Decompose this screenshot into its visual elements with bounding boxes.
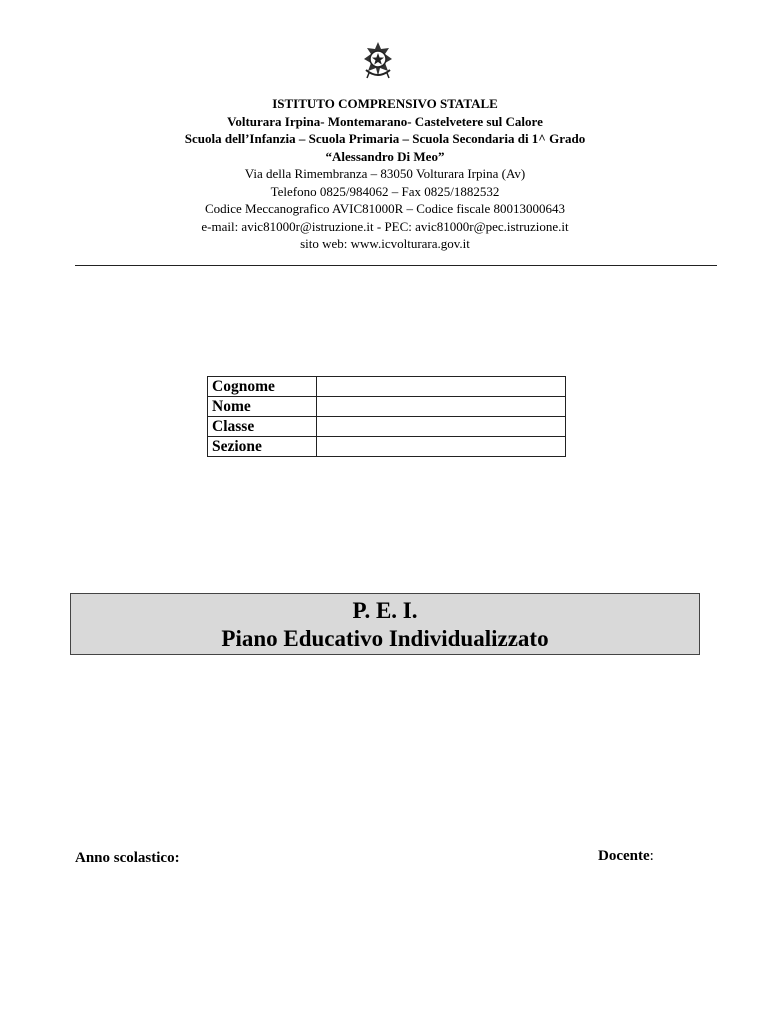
pei-title: P. E. I. (352, 598, 418, 623)
docente-label: Docente (598, 848, 650, 864)
docente-colon: : (649, 848, 654, 864)
school-header (0, 95, 770, 253)
institute-dedication: “Alessandro Di Meo” (325, 148, 445, 164)
docente-field (598, 848, 654, 865)
institute-name: ISTITUTO COMPRENSIVO STATALE (272, 96, 498, 111)
institute-email: e-mail: avic81000r@istruzione.it - PEC: avic81000r@pec.istruzione.it (201, 218, 569, 234)
institute-codes: Codice Meccanografico AVIC81000R – Codice fiscale 80013000643 (204, 201, 566, 216)
sezione-field[interactable] (317, 437, 566, 457)
anno-scolastico-label: Anno scolastico: (75, 850, 180, 866)
cognome-label: Cognome (208, 377, 317, 397)
table-row (208, 377, 566, 397)
nome-label: Nome (208, 397, 317, 417)
table-row (208, 417, 566, 437)
italian-republic-emblem-icon (361, 40, 395, 80)
table-row (208, 437, 566, 457)
student-info-table (207, 376, 566, 457)
classe-field[interactable] (317, 417, 566, 437)
pei-subtitle: Piano Educativo Individualizzato (221, 626, 549, 651)
institute-phone: Telefono 0825/984062 – Fax 0825/1882532 (270, 183, 500, 199)
institute-schools: Scuola dell’Infanzia – Scuola Primaria – Scuola Secondaria di 1^ Grado (184, 131, 586, 146)
institute-website: sito web: www.icvolturara.gov.it (300, 236, 470, 251)
classe-label: Classe (208, 417, 317, 437)
nome-field[interactable] (317, 397, 566, 417)
sezione-label: Sezione (208, 437, 317, 457)
header-divider (75, 265, 717, 266)
cognome-field[interactable] (317, 377, 566, 397)
institute-address: Via della Rimembranza – 83050 Volturara Irpina (Av) (244, 166, 526, 181)
pei-title-box (70, 593, 700, 655)
table-row (208, 397, 566, 417)
institute-locations: Volturara Irpina- Montemarano- Castelvetere sul Calore (227, 113, 543, 129)
